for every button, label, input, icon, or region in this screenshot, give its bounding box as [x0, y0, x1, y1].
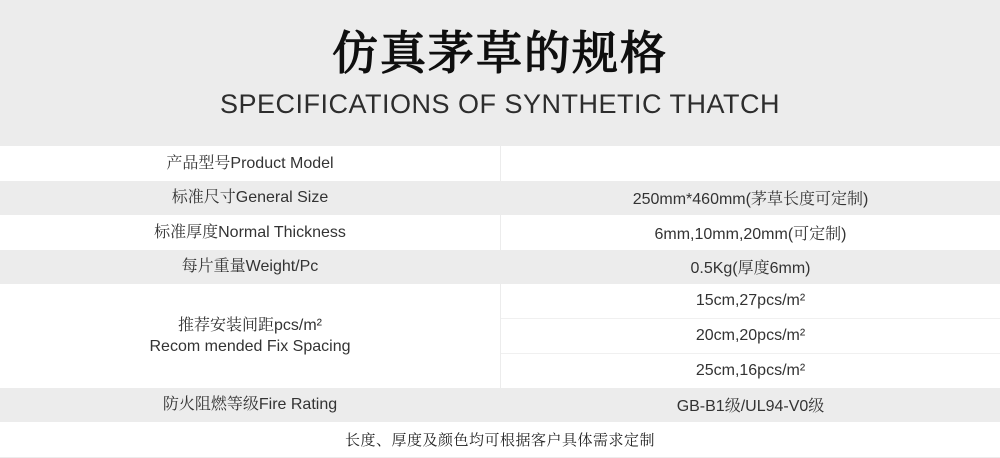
page-title: 仿真茅草的规格 — [332, 27, 668, 79]
page-subtitle: SPECIFICATIONS OF SYNTHETIC THATCH — [219, 89, 781, 119]
row-label — [0, 146, 501, 181]
table-row — [0, 388, 1000, 423]
row-label — [0, 215, 501, 250]
table-row — [0, 284, 1000, 388]
row-value: 15cm,27pcs/m² — [501, 284, 1000, 319]
row-label — [0, 284, 501, 388]
footer-note: 长度、厚度及颜色均可根据客户具体需求定制 — [0, 422, 1000, 457]
row-value: 20cm,20pcs/m² — [501, 319, 1000, 354]
row-label-line: Recom mended Fix Spacing — [149, 337, 351, 355]
row-value: 6mm,10mm,20mm(可定制) — [654, 225, 847, 243]
row-values — [501, 146, 1000, 181]
row-values — [501, 250, 1000, 285]
row-value: 0.5Kg(厚度6mm) — [690, 260, 811, 278]
row-value: 25cm,16pcs/m² — [695, 361, 806, 379]
row-label-line: 防火阻燃等级Fire Rating — [162, 396, 338, 414]
row-label — [0, 181, 501, 216]
header — [0, 0, 1000, 146]
row-label-line: 产品型号Product Model — [166, 154, 334, 172]
row-values — [501, 388, 1000, 423]
row-label-line: 标准厚度Normal Thickness — [154, 223, 346, 241]
table-row — [0, 250, 1000, 285]
table-row — [0, 215, 1000, 250]
row-label-line: 标准尺寸General Size — [171, 189, 329, 207]
row-values — [501, 181, 1000, 216]
row-values — [501, 215, 1000, 250]
row-label-line: 推荐安装间距pcs/m² — [177, 316, 322, 334]
table-row — [0, 146, 1000, 181]
spec-table — [0, 146, 1000, 422]
row-value: 250mm*460mm(茅草长度可定制) — [632, 191, 869, 209]
table-row — [0, 181, 1000, 216]
row-label — [0, 250, 501, 285]
row-values — [501, 284, 1000, 388]
row-value — [501, 146, 1000, 181]
row-label — [0, 388, 501, 423]
row-value: GB-B1级/UL94-V0级 — [676, 398, 825, 416]
row-label-line: 每片重量Weight/Pc — [181, 258, 319, 276]
